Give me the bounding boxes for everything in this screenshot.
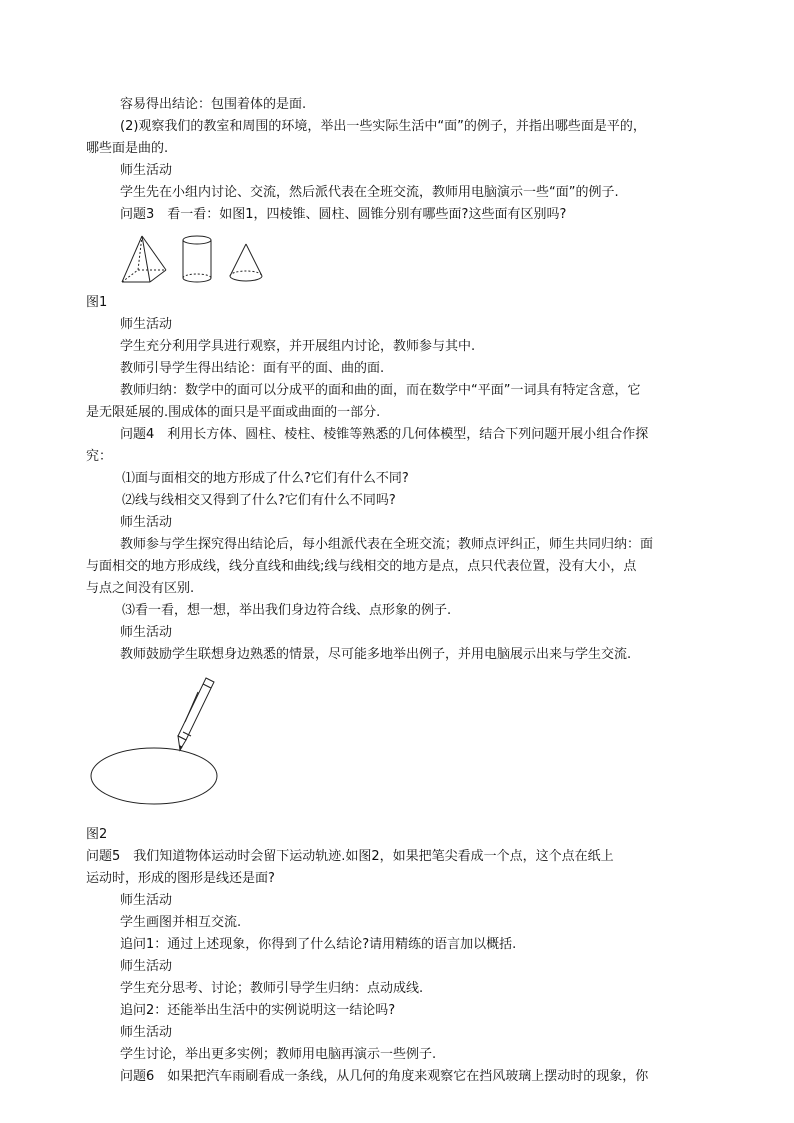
- text-line: 师生活动: [120, 163, 173, 178]
- cylinder-icon: [183, 236, 211, 282]
- text-line: 是无限延展的.围成体的面只是平面或曲面的一部分.: [86, 405, 381, 420]
- ellipse-trace: [91, 748, 217, 804]
- cone-icon: [230, 244, 262, 281]
- text-line: 问题3 看一看：如图1，四棱锥、圆柱、圆锥分别有哪些面?这些面有区别吗?: [120, 207, 567, 222]
- text-line: 问题5 我们知道物体运动时会留下运动轨迹.如图2，如果把笔尖看成一个点，这个点在纸上: [86, 849, 614, 864]
- figure-2-pencil-drawing: [86, 676, 246, 822]
- pencil-icon: [178, 678, 214, 750]
- lesson-content: [86, 94, 694, 1088]
- text-line: 问题4 利用长方体、圆柱、棱柱、棱锥等熟悉的几何体模型，结合下列问题开展小组合作探: [120, 427, 649, 442]
- text-line: 学生充分利用学具进行观察，并开展组内讨论，教师参与其中.: [120, 339, 476, 354]
- text-line: ⑶看一看，想一想，举出我们身边符合线、点形象的例子.: [122, 603, 452, 618]
- text-line: (2)观察我们的教室和周围的环境，举出一些实际生活中“面”的例子，并指出哪些面是平的，: [120, 119, 646, 134]
- text-line: 师生活动: [120, 893, 173, 908]
- figure-1-caption: 图1: [86, 295, 108, 310]
- figure-2-caption: 图2: [86, 827, 108, 842]
- text-line: 与面相交的地方形成线，线分直线和曲线;线与线相交的地方是点，点只代表位置，没有大小，点: [86, 559, 637, 574]
- text-line: 哪些面是曲的.: [86, 141, 169, 156]
- text-line: ⑴面与面相交的地方形成了什么?它们有什么不同?: [122, 471, 409, 486]
- text-line: 师生活动: [120, 959, 173, 974]
- text-line: 与点之间没有区别.: [86, 581, 195, 596]
- text-line: 学生画图并相互交流.: [120, 915, 242, 930]
- text-line: 教师参与学生探究得出结论后，每小组派代表在全班交流；教师点评纠正，师生共同归纳：面: [120, 537, 654, 552]
- text-line: 学生先在小组内讨论、交流，然后派代表在全班交流，教师用电脑演示一些“面”的例子.: [120, 185, 619, 200]
- text-line: 追问1：通过上述现象，你得到了什么结论?请用精练的语言加以概括.: [120, 937, 517, 952]
- figure-2: [120, 676, 694, 822]
- text-line: 追问2：还能举出生活中的实例说明这一结论吗?: [120, 1003, 396, 1018]
- text-line: 学生讨论，举出更多实例；教师用电脑再演示一些例子.: [120, 1047, 437, 1062]
- pyramid-icon: [122, 236, 166, 282]
- text-line: 学生充分思考、讨论；教师引导学生归纳：点动成线.: [120, 981, 424, 996]
- text-line: 容易得出结论：包围着体的是面.: [120, 97, 307, 112]
- text-line: 师生活动: [120, 317, 173, 332]
- text-line: 问题6 如果把汽车雨刷看成一条线，从几何的角度来观察它在挡风玻璃上摆动时的现象，你: [120, 1069, 649, 1084]
- figure-1-solids: [120, 232, 280, 290]
- text-line: 师生活动: [120, 515, 173, 530]
- figure-1: [120, 232, 694, 290]
- text-line: 教师鼓励学生联想身边熟悉的情景，尽可能多地举出例子，并用电脑展示出来与学生交流.: [120, 647, 632, 662]
- text-line: 运动时，形成的图形是线还是面?: [86, 871, 275, 886]
- text-line: 究：: [86, 449, 113, 464]
- text-line: ⑵线与线相交又得到了什么?它们有什么不同吗?: [122, 493, 396, 508]
- text-line: 教师归纳：数学中的面可以分成平的面和曲的面，而在数学中“平面”一词具有特定含意，它: [120, 383, 641, 398]
- text-line: 师生活动: [120, 625, 173, 640]
- text-line: 教师引导学生得出结论：面有平的面、曲的面.: [120, 361, 385, 376]
- text-line: 师生活动: [120, 1025, 173, 1040]
